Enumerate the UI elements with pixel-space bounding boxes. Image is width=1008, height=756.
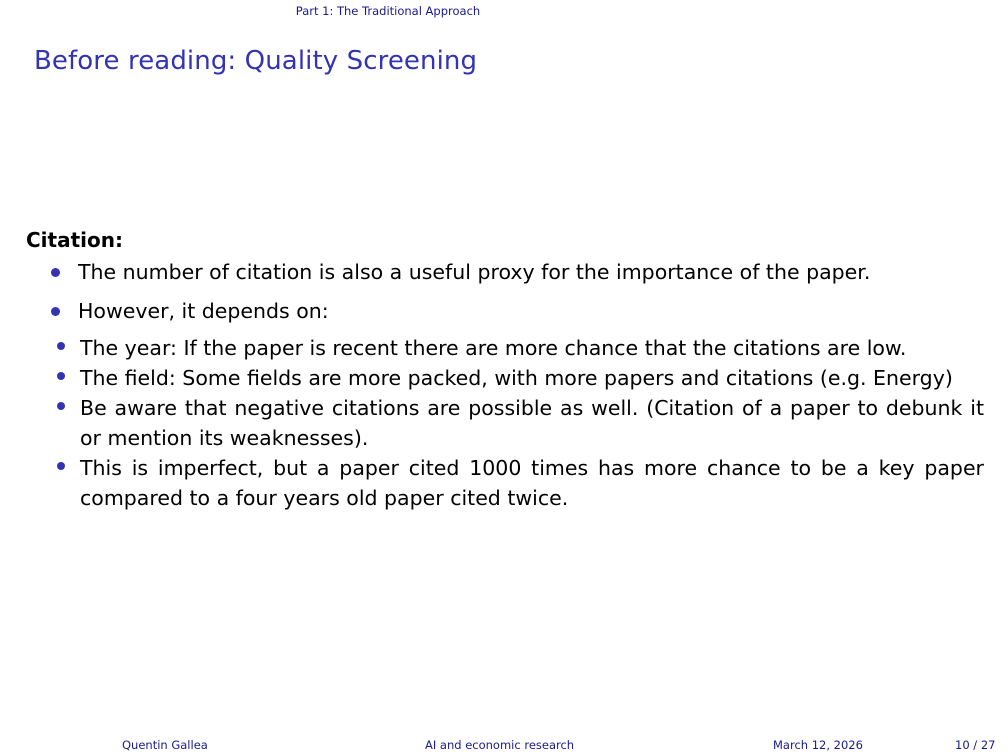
- bullet-text: The number of citation is also a useful proxy for the importance of the paper.: [78, 260, 871, 284]
- sub-bullet-icon: [57, 342, 65, 350]
- sub-bullet-item: [30, 393, 984, 453]
- sub-bullet-icon: [57, 462, 65, 470]
- footer-presentation-title: AI and economic research: [425, 738, 575, 752]
- bullet-icon: [51, 268, 60, 277]
- sub-bullet-icon: [57, 372, 65, 380]
- bullet-list: [26, 259, 984, 513]
- sub-bullet-item: [30, 363, 984, 393]
- bullet-item: [26, 298, 984, 513]
- footer-date: March 12, 2026: [773, 738, 863, 752]
- bullet-icon: [51, 307, 60, 316]
- section-header: Part 1: The Traditional Approach: [295, 4, 481, 18]
- sub-bullet-list: [78, 333, 984, 513]
- block-heading: Citation:: [26, 228, 123, 252]
- footer-author: Quentin Gallea: [122, 738, 208, 752]
- bullet-text: However, it depends on:: [78, 299, 329, 323]
- frame-title: Before reading: Quality Screening: [34, 46, 478, 76]
- footer: [0, 738, 1008, 754]
- sub-bullet-icon: [57, 402, 65, 410]
- sub-bullet-text: Be aware that negative citations are possible as well. (Citation of a paper to debunk it or mention its weaknesses).: [80, 396, 984, 450]
- sub-bullet-item: [30, 453, 984, 513]
- sub-bullet-item: [30, 333, 984, 363]
- sub-bullet-text: The year: If the paper is recent there are more chance that the citations are low.: [80, 336, 907, 360]
- sub-bullet-text: This is imperfect, but a paper cited 1000 times has more chance to be a key paper compared to a four years old paper cited twice.: [80, 456, 984, 510]
- footer-page-number: 10 / 27: [955, 738, 996, 752]
- bullet-item: [26, 259, 984, 286]
- sub-bullet-text: The field: Some fields are more packed, with more papers and citations (e.g. Energy): [80, 366, 953, 390]
- slide-content: [26, 227, 984, 525]
